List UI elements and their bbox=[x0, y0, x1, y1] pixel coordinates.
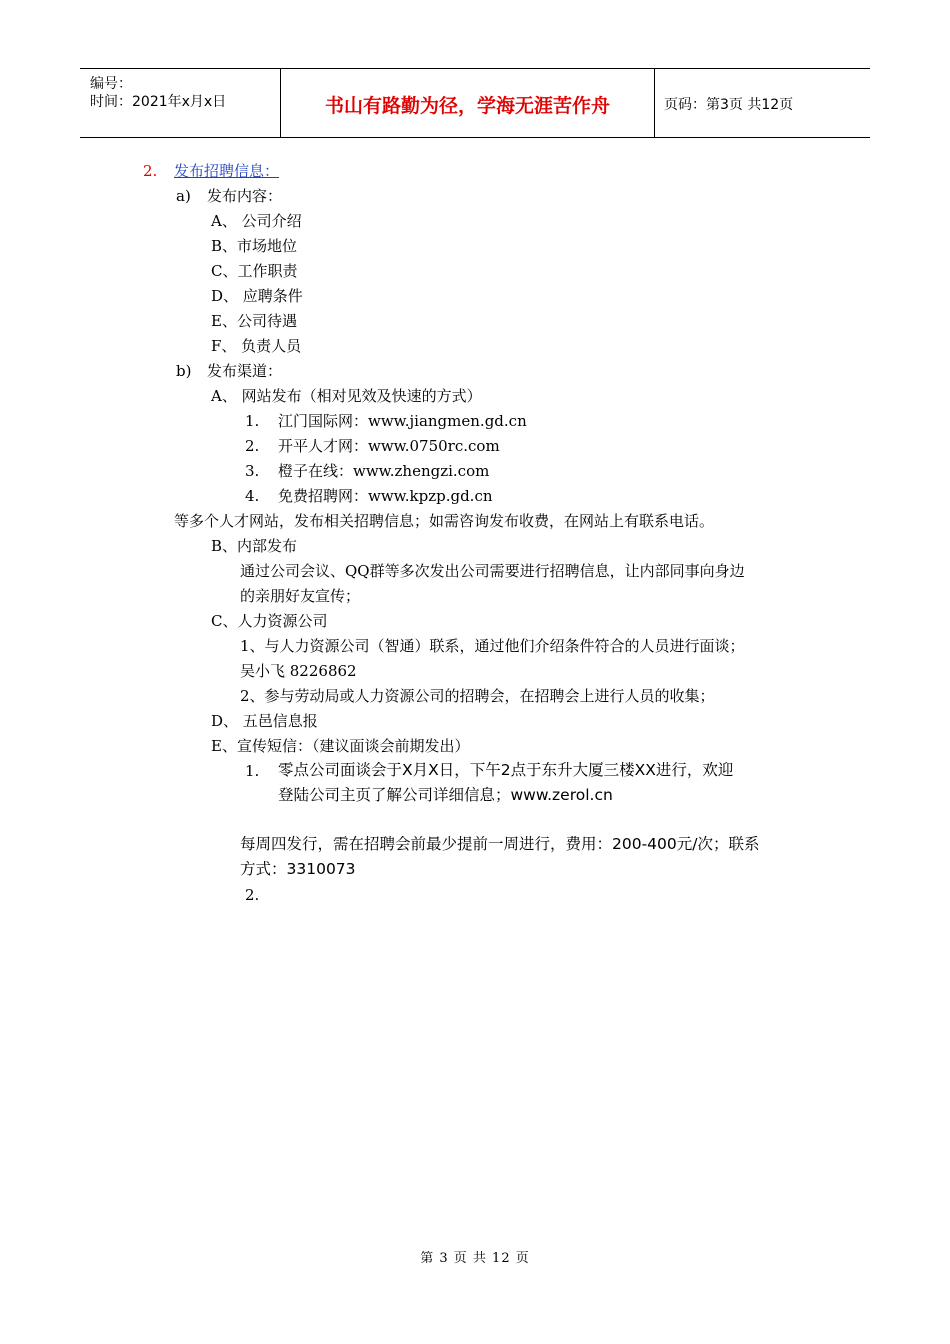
hr-item-1: 1、与人力资源公司（智通）联系，通过他们介绍条件符合的人员进行面谈； bbox=[240, 637, 745, 655]
channel-website: A、 网站发布（相对见效及快速的方式） bbox=[211, 387, 482, 405]
doc-time-label: 时间：2021年x月x日 bbox=[90, 94, 227, 110]
page-header bbox=[80, 68, 870, 138]
sub-b-title: 发布渠道： bbox=[207, 362, 283, 380]
content-item: A、 公司介绍 bbox=[211, 212, 302, 230]
content-item: B、市场地位 bbox=[211, 237, 298, 255]
header-meta bbox=[80, 69, 280, 137]
internal-text-line2: 的亲朋好友宣传； bbox=[240, 587, 361, 605]
header-motto: 书山有路勤为径，学海无涯苦作舟 bbox=[324, 95, 610, 117]
site-number: 3. bbox=[245, 462, 260, 480]
section-number: 2. bbox=[143, 162, 158, 180]
channel-newspaper: D、 五邑信息报 bbox=[211, 712, 318, 730]
doc-number-label: 编号： bbox=[90, 76, 132, 92]
content-item: F、 负责人员 bbox=[211, 337, 302, 355]
content-item: C、工作职责 bbox=[211, 262, 298, 280]
internal-text-line1: 通过公司会议、QQ群等多次发出公司需要进行招聘信息，让内部同事向身边 bbox=[240, 562, 745, 580]
section-title: 发布招聘信息： bbox=[174, 162, 280, 180]
content-item: E、公司待遇 bbox=[211, 312, 297, 330]
hr-item-2: 2、参与劳动局或人力资源公司的招聘会，在招聘会上进行人员的收集； bbox=[240, 687, 715, 705]
sub-b-label: b) bbox=[176, 362, 192, 380]
site-number: 2. bbox=[245, 437, 260, 455]
weekly-text-line1: 每周四发行，需在招聘会前最少提前一周进行，费用：200-400元/次；联系 bbox=[240, 835, 760, 853]
hr-contact: 吴小飞 8226862 bbox=[240, 662, 357, 680]
weekly-text-line2: 方式：3310073 bbox=[240, 860, 356, 878]
channel-sms: E、宣传短信：（建议面谈会前期发出） bbox=[211, 737, 470, 755]
site-number: 1. bbox=[245, 412, 260, 430]
site-item: 免费招聘网：www.kpzp.gd.cn bbox=[278, 487, 493, 505]
header-page-label: 页码：第3页 共12页 bbox=[664, 97, 794, 113]
sms-text-line1: 零点公司面谈会于X月X日，下午2点于东升大厦三楼XX进行，欢迎 bbox=[278, 761, 734, 779]
sms-number: 1. bbox=[245, 762, 260, 780]
site-item: 开平人才网：www.0750rc.com bbox=[278, 437, 500, 455]
site-number: 4. bbox=[245, 487, 260, 505]
header-page-cell bbox=[654, 69, 870, 137]
sub-a-title: 发布内容： bbox=[207, 187, 283, 205]
sub-a-label: a) bbox=[176, 187, 191, 205]
header-motto-cell bbox=[280, 69, 655, 137]
page-footer: 第 3 页 共 12 页 bbox=[420, 1251, 530, 1266]
sms-text-line2: 登陆公司主页了解公司详细信息；www.zerol.cn bbox=[278, 786, 613, 804]
site-item: 江门国际网：www.jiangmen.gd.cn bbox=[278, 412, 527, 430]
channel-hr-company: C、人力资源公司 bbox=[211, 612, 328, 630]
sites-note: 等多个人才网站，发布相关招聘信息；如需咨询发布收费，在网站上有联系电话。 bbox=[174, 512, 715, 530]
site-item: 橙子在线：www.zhengzi.com bbox=[278, 462, 490, 480]
trailing-number: 2. bbox=[245, 886, 260, 904]
content-item: D、 应聘条件 bbox=[211, 287, 303, 305]
channel-internal: B、内部发布 bbox=[211, 537, 298, 555]
